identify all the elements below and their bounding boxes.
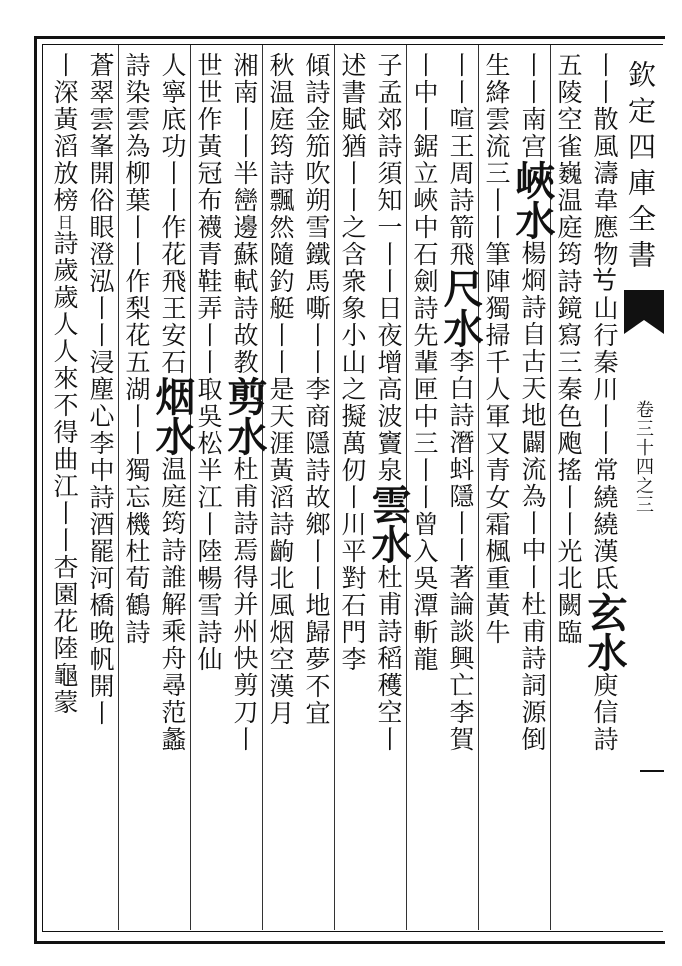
text-run: 蒼翠雲峯開俗眼澄泓丨丨浸塵心李中詩酒罷河橋晚帆開丨 [86,52,115,727]
text-column [82,52,118,922]
text-run: 詩染雲為柳葉丨丨作梨花 [122,52,151,349]
text-run: 丨丨散風濤韋應物𠔃山行秦川丨丨常繞繞漢氐 [590,52,619,592]
text-run: 丨川平對石門李 [338,484,367,673]
text-run: 人寧底功丨丨作花飛王安石 [158,52,187,376]
text-run: 傾詩金笳吹朔雪鐵馬嘶丨丨李商隱詩故鄉丨丨地歸夢不宜 [302,52,331,727]
text-column [262,52,298,922]
text-run: 子孟郊詩須知一丨丨日夜增高波竇泉 [374,52,403,484]
text-column [118,52,154,922]
text-column [365,52,412,922]
text-run: 生絳雲 [482,52,511,133]
text-column [509,52,556,922]
entry-heading: 雲水 [365,484,412,564]
text-column [334,52,370,922]
text-column [581,52,628,922]
text-run: 杜甫詩焉得并州快剪刀丨 [230,456,259,753]
text-run: 庾信詩 [590,672,619,753]
text-run: 楊烱詩自古天地闢流為丨中丨杜甫詩詞源倒 [518,240,547,753]
text-run: 五湖丨丨獨忘機杜荀鶴詩 [122,349,151,646]
text-run: 秋温庭筠詩飄然隨釣艇丨丨是天涯黃滔詩齣北風烟空漢月 [266,52,295,727]
text-run: 取吳松半江丨陸暢雪詩仙 [194,376,223,673]
juan-number: 卷三十四之三 [633,400,654,514]
text-run: 湘南丨丨半巒邊蘇軾詩故教 [230,52,259,376]
text-column [46,52,82,922]
fishtail-mark [624,290,664,334]
text-run: 温庭筠詩誰解乘舟尋范蠡 [158,456,187,753]
text-run: 五陵空雀巍温庭筠詩鏡寫三秦色飑搖丨丨光北闕臨 [554,52,583,646]
text-column [221,52,268,922]
text-run: 丨深黃滔放榜 [50,52,79,214]
entry-heading: 烟水 [149,376,196,456]
text-run: 世世作黃冠布襪青鞋弄丨丨 [194,52,223,376]
entry-heading: 尺水 [437,268,484,348]
text-run: 丨丨南宫 [518,52,547,160]
text-column [190,52,226,922]
text-run: 劍詩先輩匣中三丨丨曾入吳潭斬龍 [410,268,439,673]
text-run: 流三丨丨筆陣獨掃千人軍又青女霜楓重黃牛 [482,133,511,646]
text-column [298,52,334,922]
text-run: 述書賦猶丨丨之含衆象小山之擬萬仞 [338,52,367,484]
text-run: 丨中丨鋸立峽中石 [410,52,439,268]
entry-heading: 玄水 [581,592,628,672]
text-run: 日 [55,214,74,230]
text-run: 李白詩潛蚪隱丨丨著論談興亡李賀 [446,348,475,753]
text-run: 詩歲歲人人來不得曲江丨丨杏園花陸龜蒙 [50,230,79,716]
entry-heading: 峽水 [509,160,556,240]
text-run: 丨丨喧王周詩箭飛 [446,52,475,268]
text-run: 杜甫詩稻穫空丨 [374,564,403,753]
entry-heading: 剪水 [221,376,268,456]
text-column [437,52,484,922]
text-column [478,52,514,922]
margin-tick [640,770,664,772]
text-column [149,52,196,922]
book-title: 欽定四庫全書 [624,60,657,276]
